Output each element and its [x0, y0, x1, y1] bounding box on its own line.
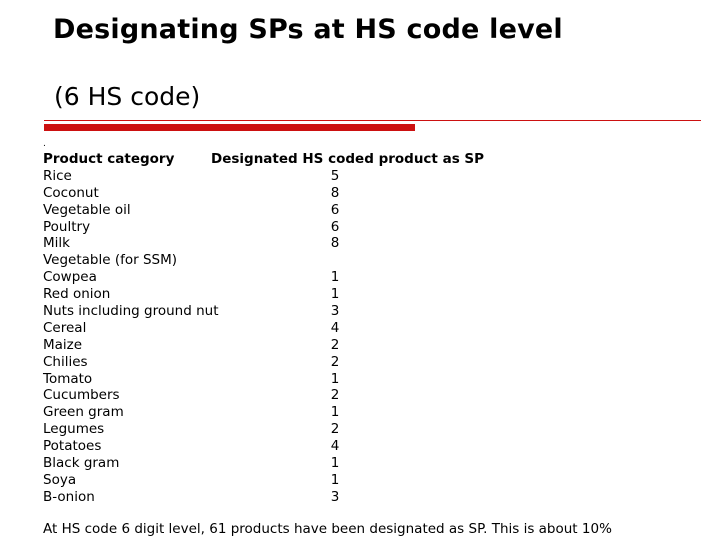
row-category: Legumes	[43, 421, 105, 438]
title-divider-thin	[44, 120, 701, 121]
header-product-category: Product category	[43, 151, 175, 167]
row-value: 8	[330, 235, 340, 252]
row-category: Poultry	[43, 218, 91, 235]
row-category: Vegetable oil	[43, 201, 131, 218]
title-divider-thick	[44, 124, 415, 131]
summary-note: At HS code 6 digit level, 61 products have been designated as SP. This is about 10%	[43, 521, 612, 537]
row-category: Milk	[43, 235, 70, 252]
row-value: 2	[330, 336, 340, 353]
row-category: Soya	[43, 471, 77, 488]
row-value: 1	[330, 471, 340, 488]
row-value: 3	[330, 488, 340, 505]
row-category: Rice	[43, 167, 72, 184]
row-value: 1	[330, 286, 340, 303]
row-category: Potatoes	[43, 438, 102, 455]
row-value: 1	[330, 404, 340, 421]
row-category: Cucumbers	[43, 387, 120, 404]
row-category: Chilies	[43, 353, 88, 370]
row-value: 4	[330, 438, 340, 455]
slide-subtitle: (6 HS code)	[54, 82, 201, 111]
bullet-mark: .	[43, 139, 46, 149]
slide-title: Designating SPs at HS code level	[53, 14, 563, 45]
row-category: Maize	[43, 336, 83, 353]
row-category: Tomato	[43, 370, 93, 387]
row-category: Cowpea	[43, 269, 97, 286]
row-category: B-onion	[43, 488, 95, 505]
header-designated-count: Designated HS coded product as SP	[211, 151, 485, 167]
row-value: 3	[330, 303, 340, 320]
row-category: Coconut	[43, 184, 99, 201]
row-category: Black gram	[43, 455, 120, 472]
row-category: Cereal	[43, 319, 87, 336]
row-value: 2	[330, 387, 340, 404]
row-value: 4	[330, 319, 340, 336]
row-category: Red onion	[43, 286, 111, 303]
row-category: Green gram	[43, 404, 124, 421]
row-value: 2	[330, 353, 340, 370]
row-category: Nuts including ground nut	[43, 303, 219, 320]
row-value: 1	[330, 269, 340, 286]
row-value: 8	[330, 184, 340, 201]
row-value: 6	[330, 201, 340, 218]
row-value: 1	[330, 370, 340, 387]
row-value: 1	[330, 455, 340, 472]
row-value: 5	[330, 167, 340, 184]
row-value: 6	[330, 218, 340, 235]
row-category: Vegetable (for SSM)	[43, 252, 178, 269]
row-value: 2	[330, 421, 340, 438]
